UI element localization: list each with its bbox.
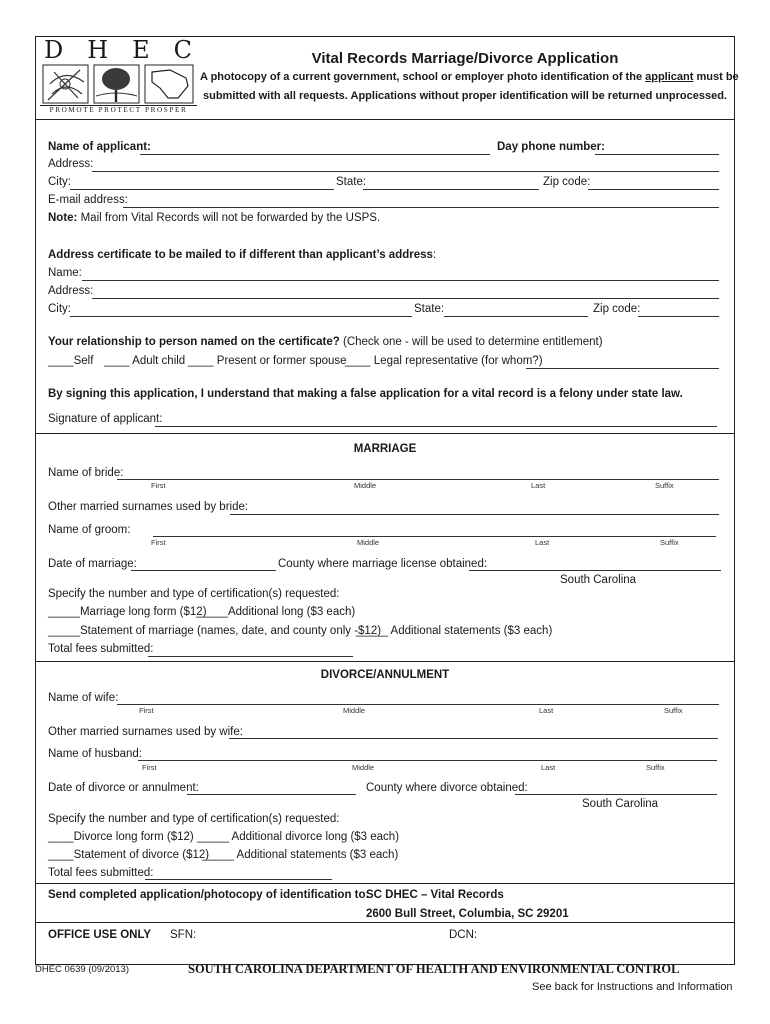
mailing-zip-field[interactable] xyxy=(638,316,719,317)
groom-first-caption: First xyxy=(151,538,166,547)
wife-first-caption: First xyxy=(139,706,154,715)
marriage-statement-option[interactable]: _____Statement of marriage (names, date, and county only -$12) xyxy=(48,625,382,637)
mailing-state-field[interactable] xyxy=(444,316,588,317)
send-address-line-2: 2600 Bull Street, Columbia, SC 29201 xyxy=(366,908,569,920)
mailing-heading xyxy=(48,249,436,261)
marriage-long-form-option[interactable]: _____Marriage long form ($12) xyxy=(48,606,207,618)
send-top-divider xyxy=(35,883,735,884)
id-requirement-line-2: submitted with all requests. Applications without proper identification will be returned unprocessed. xyxy=(203,90,727,102)
mailing-city-field[interactable] xyxy=(70,316,412,317)
applicant-state-label: State: xyxy=(336,176,367,188)
groom-name-field[interactable] xyxy=(153,536,716,537)
relationship-option-adult-child[interactable]: ____ Adult child xyxy=(104,355,186,367)
relationship-option-spouse[interactable]: ____ Present or former spouse xyxy=(188,355,347,367)
applicant-zip-label: Zip code: xyxy=(543,176,591,188)
divorce-top-divider xyxy=(35,661,735,662)
logo-letter-e: E xyxy=(132,36,151,64)
relationship-heading-bold: Your relationship to person named on the certificate? xyxy=(48,336,340,348)
marriage-heading: MARRIAGE xyxy=(353,443,417,455)
husband-last-caption: Last xyxy=(541,763,556,772)
bride-surnames-label: Other married surnames used by bride: xyxy=(48,501,249,513)
mailing-name-field[interactable] xyxy=(82,280,719,281)
signature-label: Signature of applicant: xyxy=(48,413,163,425)
form-number: DHEC 0639 (09/2013) xyxy=(35,964,129,975)
bride-suffix-caption: Suffix xyxy=(655,481,674,490)
mailing-name-label: Name: xyxy=(48,267,82,279)
mailing-state-label: State: xyxy=(414,303,445,315)
legal-rep-for-whom-field[interactable] xyxy=(526,368,719,369)
mailing-heading-colon: : xyxy=(432,249,437,261)
husband-first-caption: First xyxy=(142,763,157,772)
divorce-heading: DIVORCE/ANNULMENT xyxy=(320,669,450,681)
applicant-name-field[interactable] xyxy=(140,154,490,155)
marriage-additional-long-option[interactable]: _____Additional long ($3 each) xyxy=(196,606,356,618)
sfn-label: SFN: xyxy=(170,929,197,941)
relationship-option-legal-rep[interactable]: ____ Legal representative (for whom?) xyxy=(345,355,543,367)
groom-suffix-caption: Suffix xyxy=(660,538,679,547)
divorce-state-value: South Carolina xyxy=(582,798,659,810)
marriage-top-divider xyxy=(35,433,735,434)
logo-letter-c: C xyxy=(173,36,193,64)
bride-first-caption: First xyxy=(151,481,166,490)
send-to-label: Send completed application/photocopy of identification to: xyxy=(48,889,370,901)
applicant-zip-field[interactable] xyxy=(588,189,719,190)
bride-name-field[interactable] xyxy=(117,479,719,480)
id-requirement-line-1 xyxy=(200,71,739,83)
dcn-label: DCN: xyxy=(449,929,478,941)
id-requirement-text-b: must be xyxy=(693,71,739,83)
applicant-city-label: City: xyxy=(48,176,71,188)
divorce-date-label: Date of divorce or annulment: xyxy=(48,782,199,794)
marriage-total-fees-label: Total fees submitted: xyxy=(48,643,154,655)
id-requirement-text-a: A photocopy of a current government, school or employer photo identification of the xyxy=(200,71,646,83)
groom-name-label: Name of groom: xyxy=(48,524,131,536)
marriage-date-field[interactable] xyxy=(131,570,276,571)
wife-name-field[interactable] xyxy=(117,704,719,705)
logo-letter-d: D xyxy=(44,36,65,64)
wife-last-caption: Last xyxy=(539,706,554,715)
applicant-city-field[interactable] xyxy=(70,189,334,190)
divorce-long-form-option[interactable]: ____Divorce long form ($12) xyxy=(48,831,194,843)
usps-note xyxy=(48,212,380,224)
relationship-heading xyxy=(48,336,603,348)
applicant-state-field[interactable] xyxy=(363,189,539,190)
logo-letter-h: H xyxy=(87,36,110,64)
see-back-note: See back for Instructions and Information xyxy=(532,981,733,993)
divorce-additional-statements-option[interactable]: _____ Additional statements ($3 each) xyxy=(202,849,399,861)
marriage-county-field[interactable] xyxy=(469,570,721,571)
logo-letters xyxy=(40,36,197,64)
send-address-line-1: SC DHEC – Vital Records xyxy=(366,889,504,901)
false-application-statement: By signing this application, I understand that making a false application for a vital record is a felony under state law. xyxy=(48,388,683,400)
logo-tagline: PROMOTE PROTECT PROSPER xyxy=(49,106,188,114)
husband-suffix-caption: Suffix xyxy=(646,763,665,772)
office-top-divider xyxy=(35,922,735,923)
applicant-address-label: Address: xyxy=(48,158,94,170)
bride-middle-caption: Middle xyxy=(354,481,377,490)
applicant-address-field[interactable] xyxy=(92,171,719,172)
groom-last-caption: Last xyxy=(535,538,550,547)
divorce-additional-long-option[interactable]: _____ Additional divorce long ($3 each) xyxy=(197,831,400,843)
page-title: Vital Records Marriage/Divorce Application xyxy=(311,50,619,67)
divorce-total-fees-label: Total fees submitted: xyxy=(48,867,154,879)
day-phone-label: Day phone number: xyxy=(497,141,605,153)
mailing-city-label: City: xyxy=(48,303,71,315)
bride-name-label: Name of bride: xyxy=(48,467,124,479)
dhec-logo xyxy=(40,36,197,116)
logo-emblem-icon xyxy=(40,64,197,104)
email-field[interactable] xyxy=(123,207,719,208)
mailing-heading-text: Address certificate to be mailed to if different than applicant’s address xyxy=(48,249,433,261)
email-label: E-mail address: xyxy=(48,194,128,206)
bride-surnames-field[interactable] xyxy=(230,514,719,515)
mailing-zip-label: Zip code: xyxy=(593,303,641,315)
wife-suffix-caption: Suffix xyxy=(664,706,683,715)
divorce-county-label: County where divorce obtained: xyxy=(366,782,528,794)
signature-field[interactable] xyxy=(155,426,717,427)
marriage-additional-statements-option[interactable]: _____ Additional statements ($3 each) xyxy=(356,625,553,637)
note-text: Mail from Vital Records will not be forwarded by the USPS. xyxy=(80,212,381,224)
marriage-specify-text: Specify the number and type of certification(s) requested: xyxy=(48,588,340,600)
id-requirement-applicant: applicant xyxy=(645,71,694,83)
husband-middle-caption: Middle xyxy=(352,763,375,772)
mailing-address-field[interactable] xyxy=(92,298,719,299)
marriage-date-label: Date of marriage: xyxy=(48,558,137,570)
department-name: SOUTH CAROLINA DEPARTMENT OF HEALTH AND ENVIRONMENTAL CONTROL xyxy=(188,962,680,976)
marriage-county-label: County where marriage license obtained: xyxy=(278,558,488,570)
wife-surnames-label: Other married surnames used by wife: xyxy=(48,726,243,738)
divorce-county-field[interactable] xyxy=(515,794,717,795)
relationship-heading-note: (Check one - will be used to determine entitlement) xyxy=(339,336,603,348)
groom-middle-caption: Middle xyxy=(357,538,380,547)
husband-name-label: Name of husband: xyxy=(48,748,142,760)
wife-name-label: Name of wife: xyxy=(48,692,119,704)
relationship-option-self[interactable]: ____Self xyxy=(48,355,94,367)
husband-name-field[interactable] xyxy=(138,760,717,761)
marriage-total-fees-field[interactable] xyxy=(148,656,353,657)
divorce-total-fees-field[interactable] xyxy=(145,879,332,880)
day-phone-field[interactable] xyxy=(595,154,719,155)
bride-last-caption: Last xyxy=(531,481,546,490)
divorce-specify-text: Specify the number and type of certification(s) requested: xyxy=(48,813,340,825)
divorce-date-field[interactable] xyxy=(187,794,356,795)
office-use-label: OFFICE USE ONLY xyxy=(48,929,152,941)
marriage-state-value: South Carolina xyxy=(560,574,637,586)
applicant-name-label: Name of applicant: xyxy=(48,141,151,153)
mailing-address-label: Address: xyxy=(48,285,94,297)
header-divider xyxy=(35,119,735,120)
divorce-statement-option[interactable]: ____Statement of divorce ($12) xyxy=(48,849,210,861)
wife-surnames-field[interactable] xyxy=(229,738,718,739)
wife-middle-caption: Middle xyxy=(343,706,366,715)
note-label: Note: xyxy=(48,212,78,224)
